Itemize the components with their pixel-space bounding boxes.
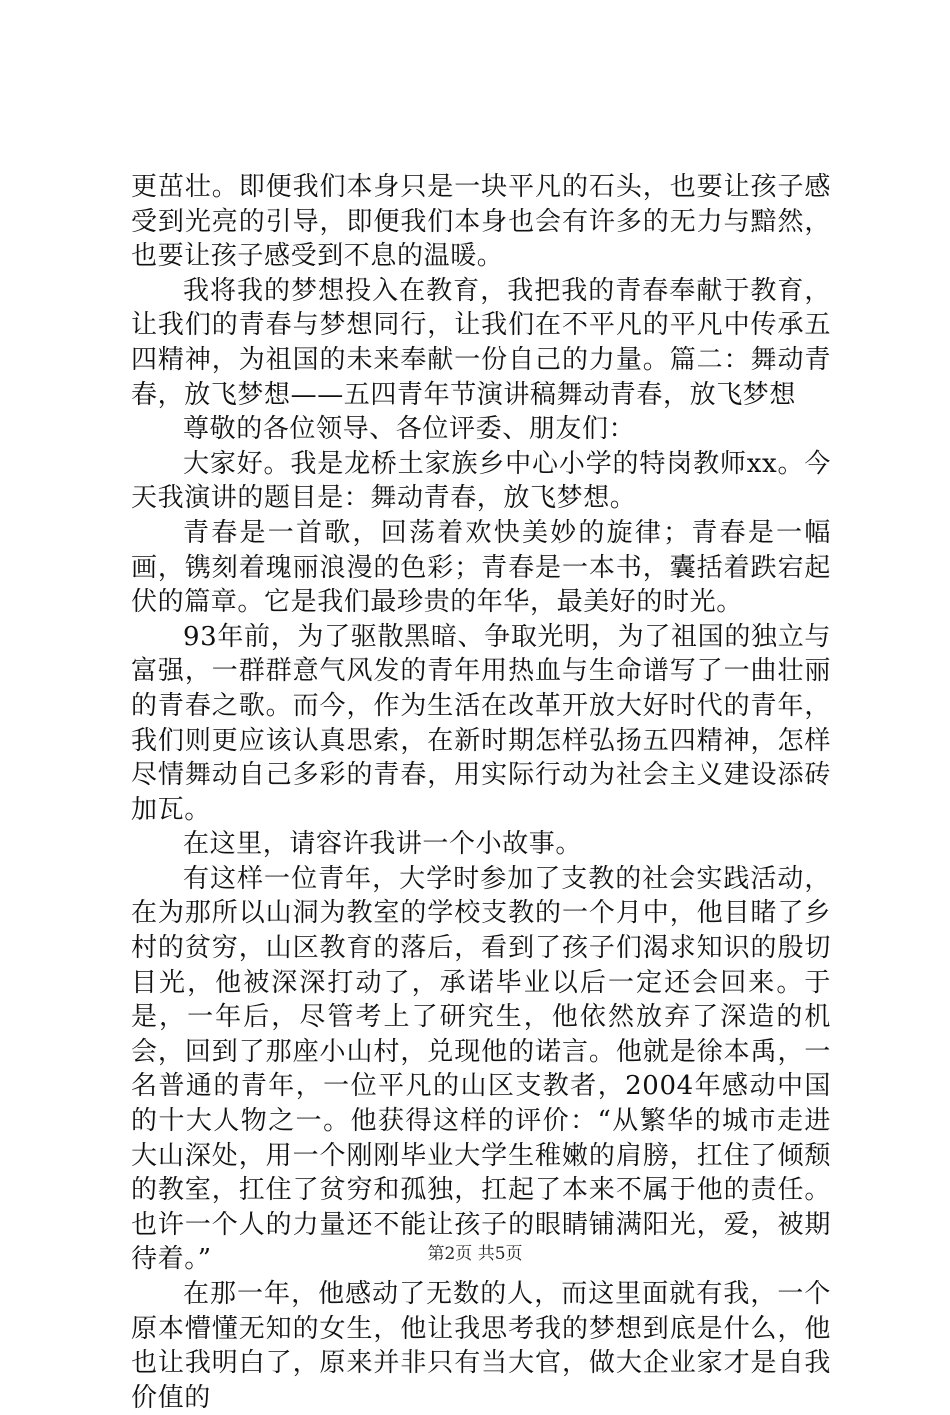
document-body	[131, 170, 831, 1415]
paragraph-3: 尊敬的各位领导、各位评委、朋友们：	[183, 414, 636, 445]
paragraph-2: 我将我的梦想投入在教育，我把我的青春奉献于教育，让我们的青春与梦想同行，让我们在不平凡的平凡中传承五四精神，为祖国的未来奉献一份自己的力量。篇二：舞动青春，放飞梦想——五四青年节演讲稿舞动青春，放飞梦想	[131, 275, 831, 410]
paragraph-7: 在这里，请容许我讲一个小故事。	[183, 829, 583, 860]
paragraph-4: 大家好。我是龙桥土家族乡中心小学的特岗教师xx。今天我演讲的题目是：舞动青春，放飞梦想。	[131, 448, 831, 514]
paragraph-9: 在那一年，他感动了无数的人，而这里面就有我，一个原本懵懂无知的女生，他让我思考我的梦想到底是什么，他也让我明白了，原来并非只有当大官，做大企业家才是自我价值的	[131, 1279, 831, 1413]
paragraph-1: 更茁壮。即便我们本身只是一块平凡的石头，也要让孩子感受到光亮的引导，即便我们本身也会有许多的无力与黯然，也要让孩子感受到不息的温暖。	[131, 172, 831, 272]
paragraph-6: 93年前，为了驱散黑暗、争取光明，为了祖国的独立与富强，一群群意气风发的青年用热血与生命谱写了一曲壮丽的青春之歌。而今，作为生活在改革开放大好时代的青年，我们则更应该认真思索，在新时期怎样弘扬五四精神，怎样尽情舞动自己多彩的青春，用实际行动为社会主义建设添砖加瓦。	[131, 621, 831, 825]
page-footer: 第2页 共5页	[427, 1244, 523, 1264]
paragraph-5: 青春是一首歌，回荡着欢快美妙的旋律；青春是一幅画，镌刻着瑰丽浪漫的色彩；青春是一本书，囊括着跌宕起伏的篇章。它是我们最珍贵的年华，最美好的时光。	[131, 517, 831, 618]
paragraph-8: 有这样一位青年，大学时参加了支教的社会实践活动，在为那所以山洞为教室的学校支教的一个月中，他目睹了乡村的贫穷，山区教育的落后，看到了孩子们渴求知识的殷切目光，他被深深打动了，承诺毕业以后一定还会回来。于是，一年后，尽管考上了研究生，他依然放弃了深造的机会，回到了那座小山村，兑现他的诺言。他就是徐本禹，一名普通的青年，一位平凡的山区支教者，2004年感动中国的十大人物之一。他获得这样的评价：“从繁华的城市走进大山深处，用一个刚刚毕业大学生稚嫩的肩膀，扛住了倾颓的教室，扛住了贫穷和孤独，扛起了本来不属于他的责任。也许一个人的力量还不能让孩子的眼睛铺满阳光，爱，被期待着。”	[131, 863, 831, 1275]
